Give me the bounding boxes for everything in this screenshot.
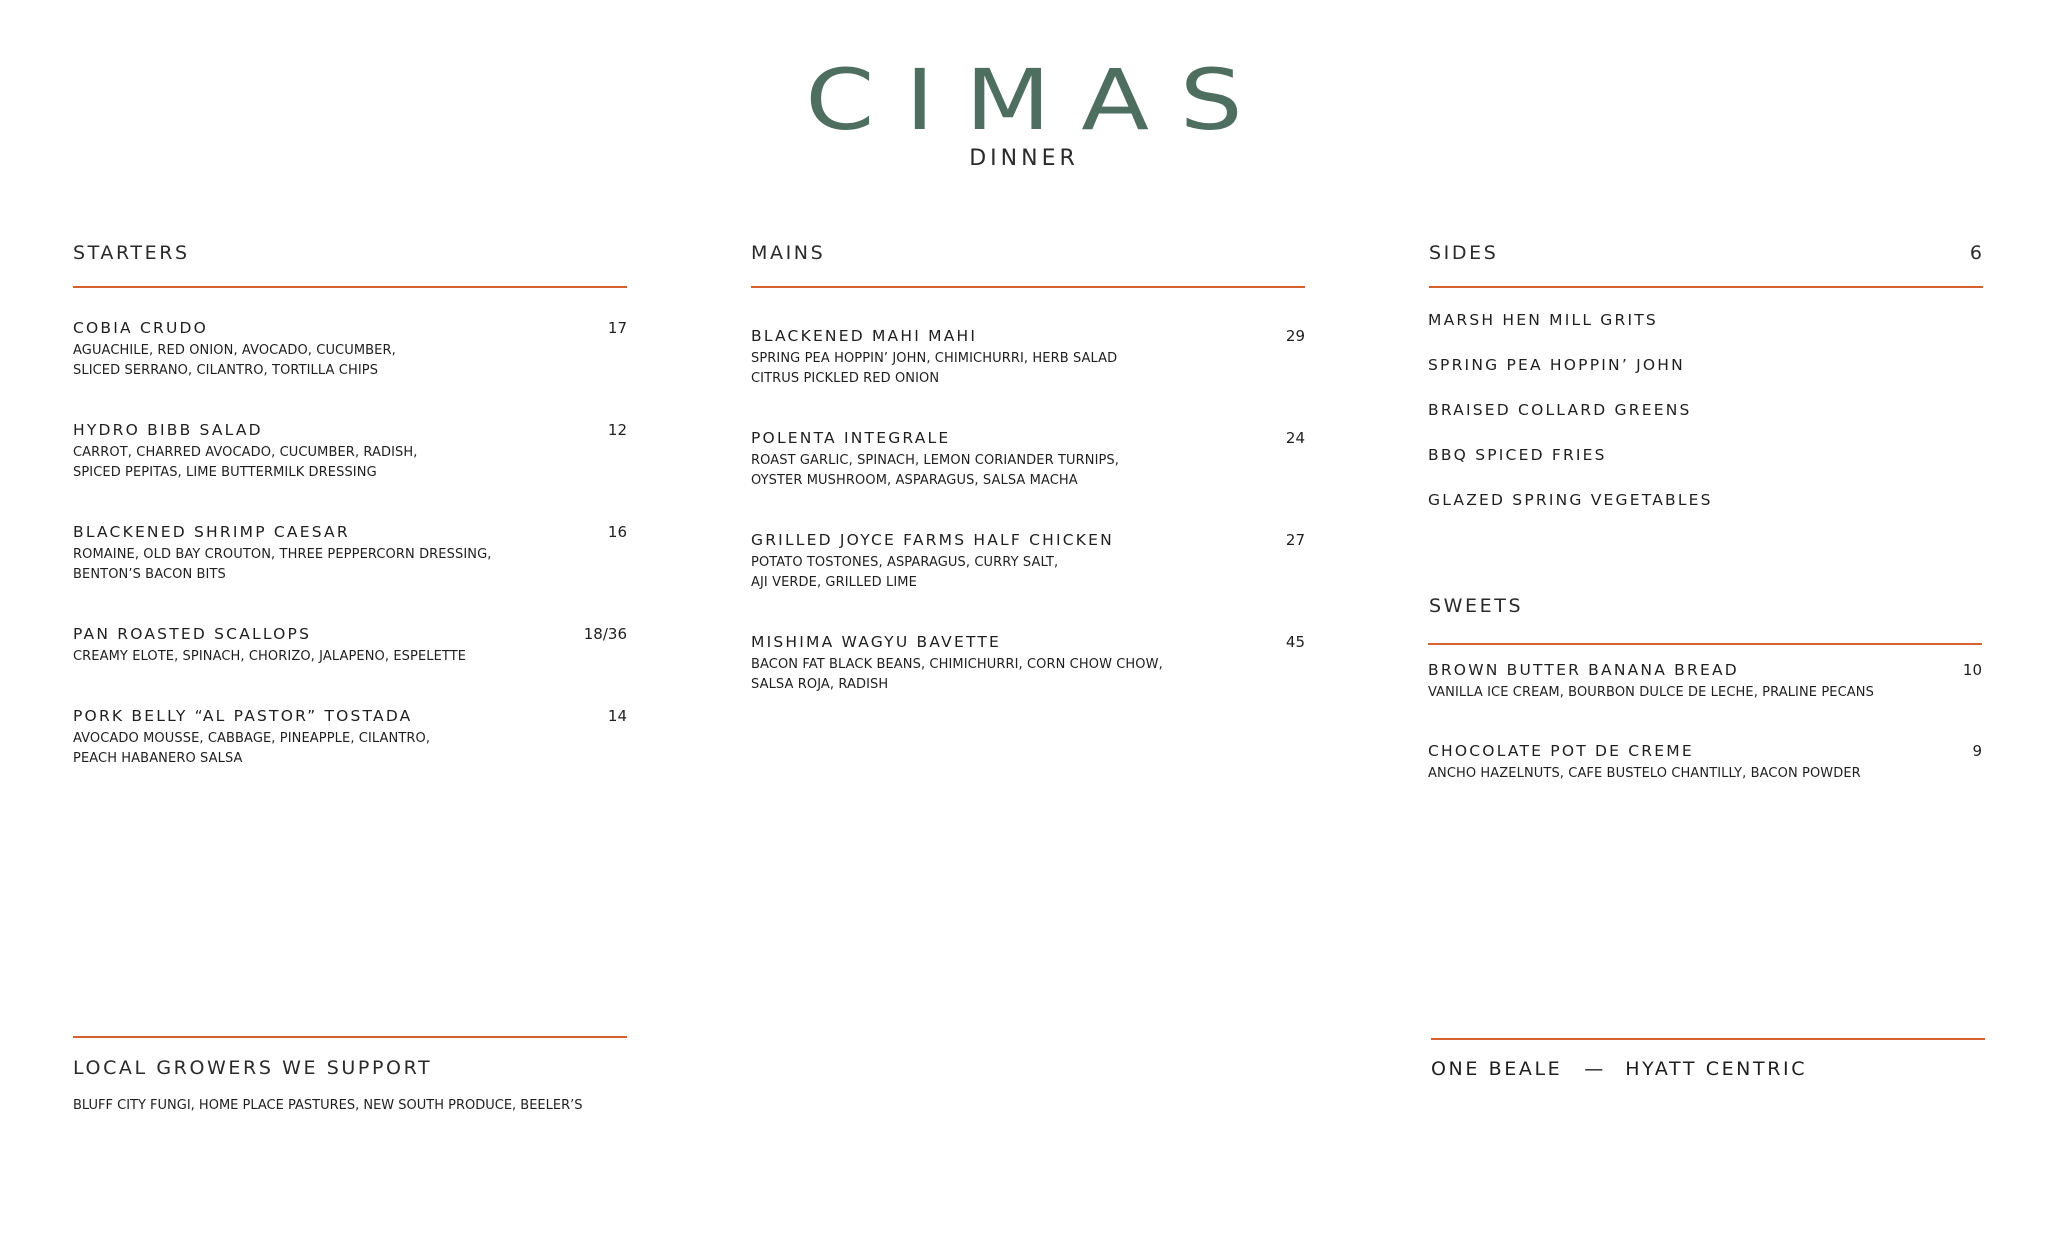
menu-item: [73, 523, 627, 583]
menu-item: [751, 429, 1305, 489]
item-name: CHOCOLATE POT DE CREME: [1428, 742, 1694, 760]
location-left: ONE BEALE: [1431, 1058, 1563, 1080]
sides-title: SIDES: [1429, 242, 1499, 264]
menu-item: [751, 531, 1305, 591]
description-line: BACON FAT BLACK BEANS, CHIMICHURRI, CORN CHOW CHOW,: [751, 657, 1163, 672]
starters-divider: [73, 286, 627, 288]
side-item: SPRING PEA HOPPIN’ JOHN: [1428, 356, 1685, 374]
description-line: POTATO TOSTONES, ASPARAGUS, CURRY SALT,: [751, 555, 1059, 570]
item-name: BLACKENED MAHI MAHI: [751, 327, 978, 345]
menu-item: [751, 633, 1305, 693]
description-line: SLICED SERRANO, CILANTRO, TORTILLA CHIPS: [73, 363, 379, 378]
item-name: MISHIMA WAGYU BAVETTE: [751, 633, 1002, 651]
menu-item: [73, 319, 627, 379]
location-right: HYATT CENTRIC: [1625, 1058, 1808, 1080]
item-name: COBIA CRUDO: [73, 319, 209, 337]
sweets-title: SWEETS: [1429, 595, 1524, 617]
description-line: SPICED PEPITAS, LIME BUTTERMILK DRESSING: [73, 465, 377, 480]
description-line: CREAMY ELOTE, SPINACH, CHORIZO, JALAPENO, ESPELETTE: [73, 649, 467, 664]
description-line: CARROT, CHARRED AVOCADO, CUCUMBER, RADISH,: [73, 445, 418, 460]
description-line: BENTON’S BACON BITS: [73, 567, 226, 582]
description-line: VANILLA ICE CREAM, BOURBON DULCE DE LECHE, PRALINE PECANS: [1428, 685, 1874, 700]
item-price: 27: [1285, 531, 1305, 549]
item-price: 45: [1285, 633, 1305, 651]
location-dash: —: [1584, 1058, 1604, 1080]
item-description: [751, 655, 1163, 695]
side-item: GLAZED SPRING VEGETABLES: [1428, 491, 1713, 509]
description-line: OYSTER MUSHROOM, ASPARAGUS, SALSA MACHA: [751, 473, 1078, 488]
item-name: GRILLED JOYCE FARMS HALF CHICKEN: [751, 531, 1114, 549]
side-item: BRAISED COLLARD GREENS: [1428, 401, 1692, 419]
item-description: [751, 451, 1119, 491]
item-price: 18/36: [583, 625, 627, 643]
item-price: 16: [607, 523, 627, 541]
description-line: PEACH HABANERO SALSA: [73, 751, 243, 766]
item-name: PORK BELLY “AL PASTOR” TOSTADA: [73, 707, 413, 725]
description-line: ROMAINE, OLD BAY CROUTON, THREE PEPPERCORN DRESSING,: [73, 547, 492, 562]
item-price: 12: [607, 421, 627, 439]
restaurant-name: CIMAS: [805, 51, 1274, 149]
item-description: [73, 647, 466, 667]
menu-item: [73, 707, 627, 767]
item-price: 9: [1972, 742, 1982, 760]
description-line: SALSA ROJA, RADISH: [751, 677, 889, 692]
menu-item: [1428, 661, 1982, 701]
description-line: AJI VERDE, GRILLED LIME: [751, 575, 917, 590]
sweets-divider: [1428, 643, 1982, 645]
description-line: ROAST GARLIC, SPINACH, LEMON CORIANDER TURNIPS,: [751, 453, 1120, 468]
item-price: 10: [1962, 661, 1982, 679]
menu-subtitle: DINNER: [969, 146, 1079, 171]
item-price: 14: [607, 707, 627, 725]
item-description: [1428, 764, 1861, 784]
item-description: [751, 553, 1058, 593]
item-name: POLENTA INTEGRALE: [751, 429, 951, 447]
growers-divider: [73, 1036, 627, 1038]
side-item: BBQ SPICED FRIES: [1428, 446, 1607, 464]
description-line: AVOCADO MOUSSE, CABBAGE, PINEAPPLE, CILANTRO,: [73, 731, 431, 746]
item-name: BLACKENED SHRIMP CAESAR: [73, 523, 350, 541]
item-description: [1428, 683, 1874, 703]
growers-title: LOCAL GROWERS WE SUPPORT: [73, 1057, 433, 1079]
sides-price: 6: [1969, 242, 1982, 264]
menu-item: [73, 625, 627, 665]
item-price: 17: [607, 319, 627, 337]
item-name: BROWN BUTTER BANANA BREAD: [1428, 661, 1739, 679]
description-line: AGUACHILE, RED ONION, AVOCADO, CUCUMBER,: [73, 343, 396, 358]
item-description: [73, 729, 430, 769]
growers-list: BLUFF CITY FUNGI, HOME PLACE PASTURES, NEW SOUTH PRODUCE, BEELER’S: [73, 1098, 583, 1113]
item-name: PAN ROASTED SCALLOPS: [73, 625, 312, 643]
sides-divider: [1429, 286, 1983, 288]
item-description: [73, 545, 492, 585]
mains-title: MAINS: [751, 242, 826, 264]
item-description: [73, 341, 396, 381]
menu-item: [1428, 742, 1982, 782]
description-line: SPRING PEA HOPPIN’ JOHN, CHIMICHURRI, HERB SALAD: [751, 351, 1118, 366]
mains-divider: [751, 286, 1305, 288]
location-text: [1431, 1058, 1807, 1080]
menu-item: [751, 327, 1305, 387]
item-name: HYDRO BIBB SALAD: [73, 421, 263, 439]
item-description: [73, 443, 418, 483]
item-price: 29: [1285, 327, 1305, 345]
item-description: [751, 349, 1117, 389]
description-line: CITRUS PICKLED RED ONION: [751, 371, 940, 386]
description-line: ANCHO HAZELNUTS, CAFE BUSTELO CHANTILLY, BACON POWDER: [1428, 766, 1861, 781]
item-price: 24: [1285, 429, 1305, 447]
side-item: MARSH HEN MILL GRITS: [1428, 311, 1658, 329]
menu-item: [73, 421, 627, 481]
location-divider: [1431, 1038, 1985, 1040]
starters-title: STARTERS: [73, 242, 190, 264]
